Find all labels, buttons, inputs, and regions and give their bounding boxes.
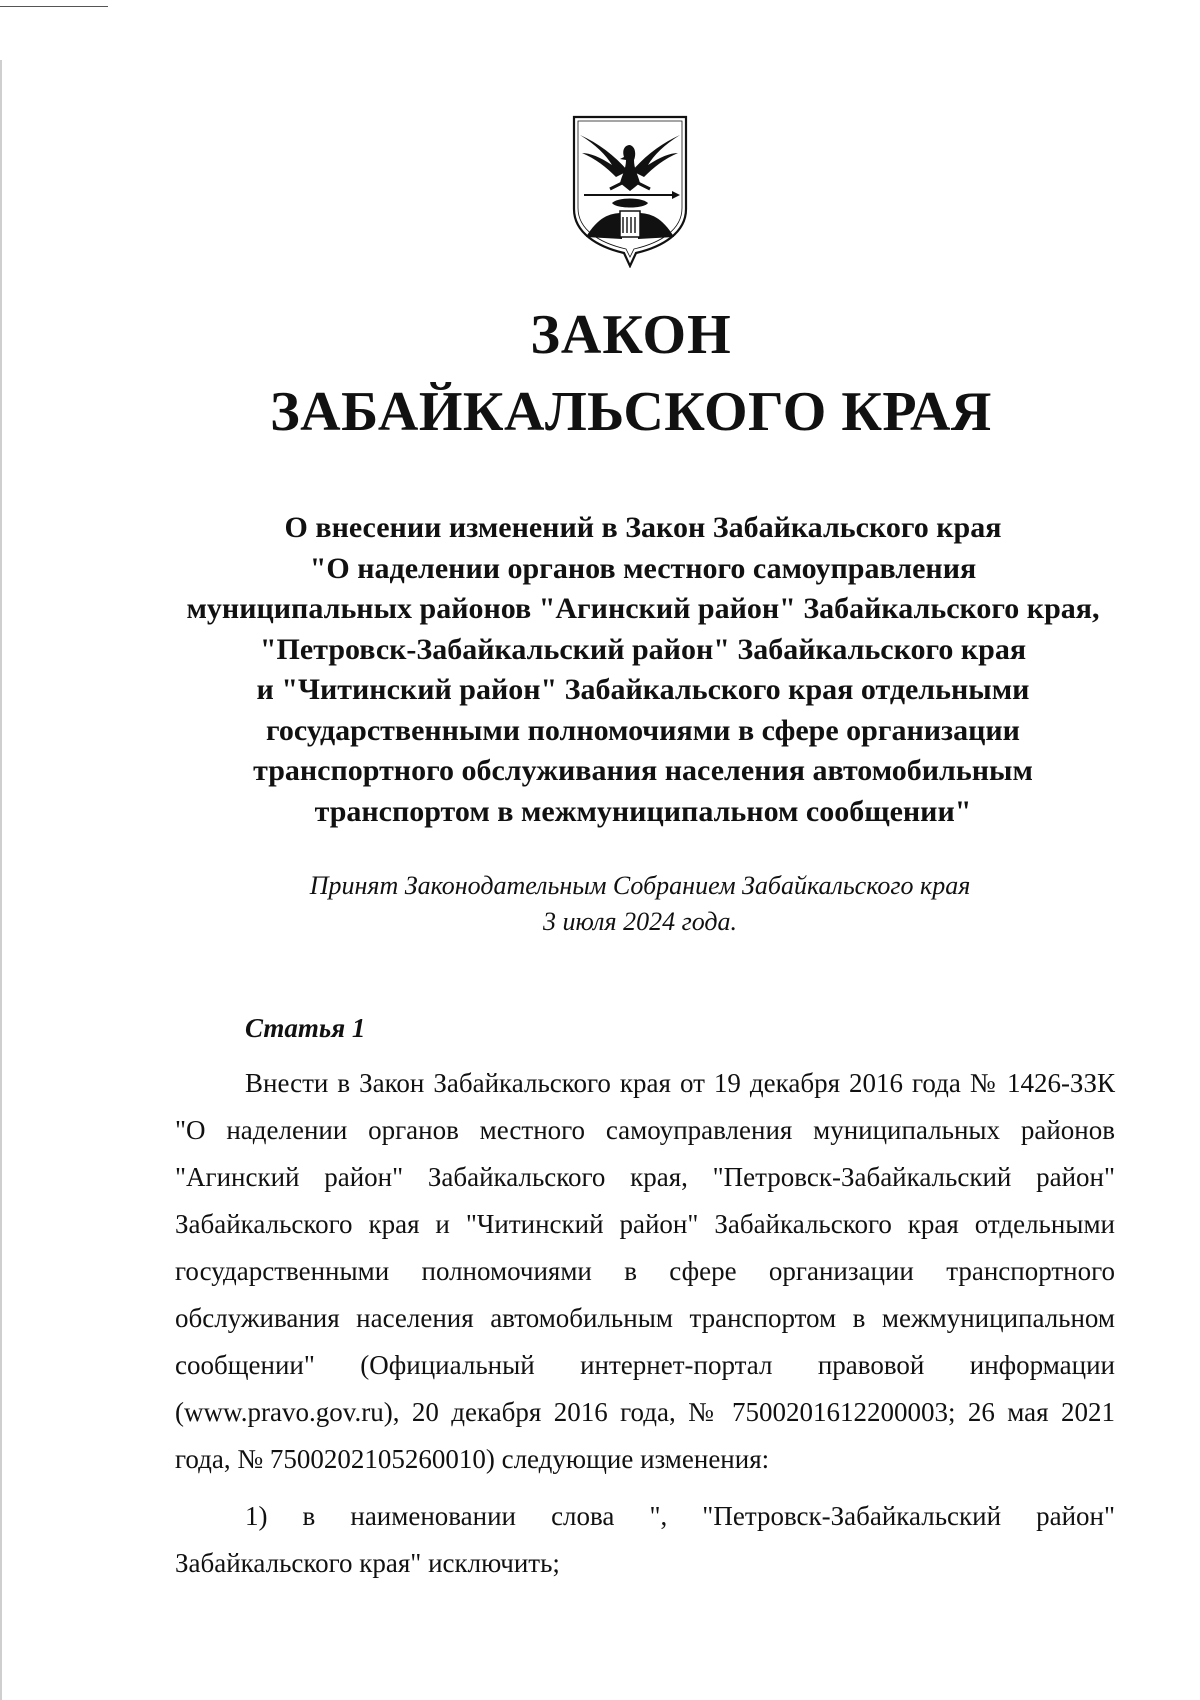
subject-line: государственными полномочиями в сфере организации xyxy=(266,713,1020,747)
subject-line: "Петровск-Забайкальский район" Забайкальского края xyxy=(259,632,1027,666)
adoption-body: Принят Законодательным Собранием Забайкальского края xyxy=(309,871,971,900)
subject-line: О внесении изменений в Закон Забайкальского края xyxy=(284,511,1002,544)
scan-artifact-line xyxy=(0,6,108,7)
subject-line: транспортом в межмуниципальном сообщении" xyxy=(314,794,972,828)
law-subject xyxy=(160,508,1126,832)
law-title-region: ЗАБАЙКАЛЬСКОГО КРАЯ xyxy=(270,381,992,443)
adoption-note xyxy=(270,868,1010,940)
article-body xyxy=(175,1060,1115,1587)
zabaikalsky-coat-of-arms-icon xyxy=(570,113,690,268)
subject-line: транспортного обслуживания населения автомобильным xyxy=(253,754,1033,787)
article-paragraph: Внести в Закон Забайкальского края от 19 декабря 2016 года № 1426-ЗЗК "О наделении органов местного самоуправления муниципальных районов "Агинский район" Забайкальского края, "Петровск-Забайкальский район" Забайкальского края и "Читинский район" Забайкальского края отдельными государственными полномочиями в сфере организации транспортного обслуживания населения автомобильным транспортом в межмуниципальном сообщении" (Официальный интернет-портал правовой информации (www.pravo.gov.ru), 20 декабря 2016 года, № 7500201612200003; 26 мая 2021 года, № 7500202105260010) следующие изменения: xyxy=(175,1068,1115,1474)
subject-line: и "Читинский район" Забайкальского края отдельными xyxy=(256,673,1030,706)
article-heading: Статья 1 xyxy=(245,1013,366,1043)
article-item: 1) в наименовании слова ", "Петровск-Забайкальский район" Забайкальского края" исключить; xyxy=(175,1501,1115,1578)
subject-line: муниципальных районов "Агинский район" Забайкальского края, xyxy=(186,592,1100,625)
subject-line: "О наделении органов местного самоуправления xyxy=(309,551,977,585)
adoption-date: 3 июля 2024 года. xyxy=(542,907,738,936)
law-title-word: ЗАКОН xyxy=(530,304,732,366)
